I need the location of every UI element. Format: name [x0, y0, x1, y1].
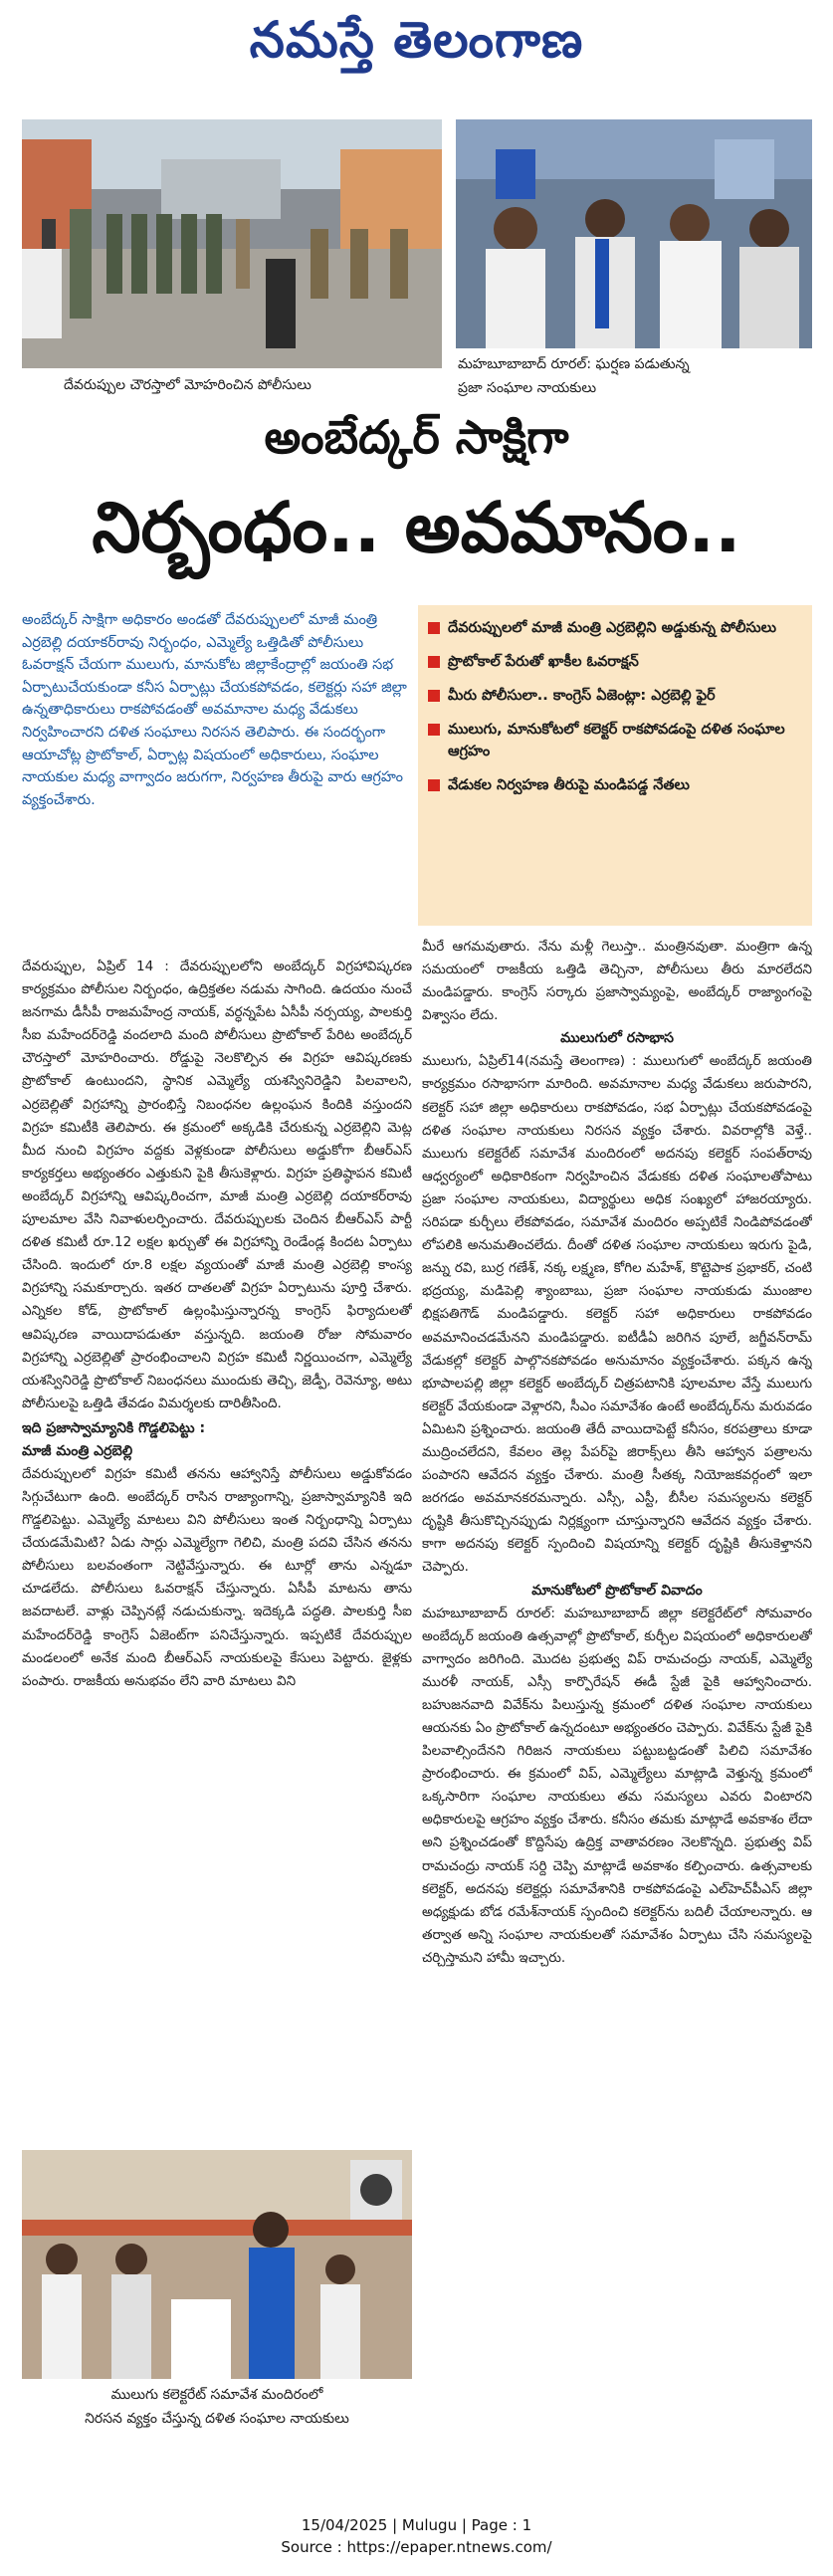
subhead-manukota: మానుకోటలో ప్రొటోకాల్ వివాదం — [531, 1582, 703, 1599]
left-column — [22, 956, 412, 2142]
bullet-icon — [428, 622, 440, 634]
subhead-errabelli-2: మాజీ మంత్రి ఎర్రబెల్లి — [22, 1442, 133, 1459]
highlight-item: దేవరుప్పులలో మాజీ మంత్రి ఎర్రబెల్లిని అడ్డుకున్న పోలీసులు — [418, 617, 802, 639]
right-column — [422, 936, 812, 2429]
highlight-item: ప్రొటోకాల్ పేరుతో ఖాకీల ఓవరాక్షన్ — [418, 651, 802, 673]
scuffle-photo — [456, 119, 812, 348]
highlight-item: ములుగు, మానుకోటలో కలెక్టర్ రాకపోవడంపై దళిత సంఘాల ఆగ్రహం — [418, 719, 802, 762]
subhead-errabelli-1: ఇది ప్రజాస్వామ్యానికి గొడ్డలిపెట్టు : — [22, 1419, 206, 1436]
scuffle-photo-caption-2: ప్రజా సంఘాల నాయకులు — [458, 380, 597, 396]
protest-photo-caption-2: నిరసన వ్యక్తం చేస్తున్న దళిత సంఘాల నాయకులు — [85, 2411, 349, 2427]
protest-photo-caption-1: ములుగు కలెక్టరేట్ సమావేశ మందిరంలో — [110, 2387, 323, 2403]
errabelli-quote: దేవరుప్పులలో విగ్రహ కమిటీ తనను ఆహ్వానిస్తే పోలీసులు అడ్డుకోవడం సిగ్గుచేటుగా ఉంది. అంబేద్కర్ రాసిన రాజ్యాంగాన్ని, ప్రజాస్వామ్యానికి ఇది గొడ్డలిపెట్టు. ఎమ్మెల్యే మాటలు విని పోలీసులు ఇంత నిర్బంధాన్ని ఏర్పాటు చేయడమేమిటి? ఏడు సార్లు ఎమ్మెల్యేగా గెలిచి, మంత్రి పదవి చేసిన తనను పోలీసులు బలవంతంగా నెట్టివేస్తున్నారు. ఈ టూర్లో తాను ఎన్నడూ చూడలేదు. పోలీసులు ఓవరాక్షన్ చేస్తున్నారు. ఏసీపీ మాటను తాను జవదాటలే. వాళ్లు చెప్పినట్లే నడుచుకున్నా. ఇదెక్కడి పద్ధతి. పాలకుర్తి సీఐ మహేందర్‌రెడ్డి కాంగ్రెస్ ఏజెంట్‌గా పనిచేస్తున్నారు. ఇప్పటికే దేవరుప్పుల మండలంలో అనేక మంది బీఆర్‌ఎస్ నాయకులపై కేసులు పెట్టారు. జైళ్లకు పంపారు. రాజకీయ అనుభవం లేని వారి మాటలు విని — [22, 1465, 412, 1689]
lede-paragraph: అంబేద్కర్ సాక్షిగా అధికారం అండతో దేవరుప్పులలో మాజీ మంత్రి ఎర్రబెల్లి దయాకర్‌రావు నిర్బంధం, ఎమ్మెల్యే ఒత్తిడితో పోలీసులు ఓవరాక్షన్ చేయగా ములుగు, మానుకోట జిల్లాకేంద్రాల్లో జయంతి సభ ఏర్పాటుచేయకుండా కనీస ఏర్పాట్లు చేయకపోవడం, కలెక్టర్లు సహా జిల్లా ఉన్నతాధికారులు రాకపోవడంతో అవమానాల మధ్య వేడుకలు నిర్వహించారని దళిత సంఘాలు నిరసన తెలిపారు. ఈ సందర్భంగా ఆయాచోట్ల ప్రొటోకాల్, ఏర్పాట్ల విషయంలో అధికారులు, సంఘాల నాయకుల మధ్య వాగ్వాదం జరుగగా, నిర్వహణ తీరుపై వారు ఆగ్రహం వ్యక్తంచేశారు. — [22, 612, 407, 808]
masthead-logo: నమస్తే తెలంగాణ — [249, 10, 584, 69]
footer-date-edition: 15/04/2025 | Mulugu | Page : 1 — [301, 2516, 532, 2534]
highlight-item: మీరు పోలీసులా.. కాంగ్రెస్ ఏజెంట్లా: ఎర్రబెల్లి ఫైర్ — [418, 685, 802, 707]
police-photo-caption: దేవరుప్పుల చౌరస్తాలో మోహరించిన పోలీసులు — [64, 377, 312, 393]
mulugu-report: ములుగు, ఏప్రిల్14(నమస్తే తెలంగాణ) : ములుగులో అంబేద్కర్ జయంతి కార్యక్రమం రసాభాసగా మారింది. అవమానాల మధ్య వేడుకలు జరుపారని, కలెక్టర్ సహా జిల్లా అధికారులు రాకపోవడం, సభ ఏర్పాట్లు చేయకపోవడంపై దళిత సంఘాల నాయకులు నిరసన వ్యక్తం చేశారు. వివరాల్లోకి వెళ్తే.. ములుగు కలెక్టరేట్ సమావేశ మందిరంలో అదనపు కలెక్టర్ సంపత్‌రావు ఆధ్వర్యంలో అధికారికంగా నిర్వహించిన వేడుకకు దళిత సంఘాలతోపాటు ప్రజా సంఘాల నాయకులు, విద్యార్థులు అధిక సంఖ్యలో హాజరయ్యారు. సరిపడా కుర్చీలు లేకపోవడం, సమావేశ మందిరం అప్పటికే నిండిపోవడంతో లోపలికి అనుమతించలేదు. దీంతో దళిత సంఘాల నాయకులు ఇరుగు పైడి, జన్ను రవి, బుర్ర గణేశ్, నక్క లక్ష్మణ, కోగిల మహేశ్, కొట్టెపాక ప్రభాకర్, చంటి భద్రయ్య, మడిపెల్లి శ్యాంబాబు, ప్రజా సంఘాల నాయకుడు ముంజాల భిక్షపతిగౌడ్ మండిపడ్డారు. కలెక్టర్ సహా అధికారులు రాకపోవడం అవమానించడమేనని మండిపడ్డారు. ఐటీడీఏ జరిగిన పూలే, జగ్జీవన్‌రామ్ వేడుకల్లో కలెక్టర్ పాల్గొనకపోవడం అనుమానం వ్యక్తంచేశారు. పక్కన ఉన్న భూపాలపల్లి జిల్లా కలెక్టర్ అంబేద్కర్ చిత్రపటానికి పూలమాల వేస్తే ములుగు కలెక్టర్ వేయకుండా వెళ్లారని, సీఎం సమావేశం ఉంటే అంబేద్కర్‌ను మరువడం ఏమిటని ప్రశ్నించారు. జయంతి తేదీ వాయిదాపెట్టే కనీసం, కరపత్రాలు కూడా ముద్రించలేదని, కేవలం తెల్ల పేపర్‌పై జిరాక్స్‌లు తీసి ఆహ్వాన పత్రాలను పంపారని ఆవేదన వ్యక్తం చేశారు. మంత్రి సీతక్క నియోజకవర్గంలో ఇలా జరగడం అవమానకరమన్నారు. ఎస్సీ, ఎస్టీ, బీసీల సమస్యలను కలెక్టర్ దృష్టికి తీసుకొచ్చినప్పుడు నిర్లక్ష్యంగా చూస్తున్నారని ఆవేదన వ్యక్తం చేశారు. కాగా అదనపు కలెక్టర్ స్పందించి విషయాన్ని కలెక్టర్ దృష్టికి తీసుకెళ్తానని చెప్పారు. — [422, 1053, 812, 1576]
footer-source-link[interactable]: Source : https://epaper.ntnews.com/ — [281, 2538, 552, 2556]
police-photo — [22, 119, 442, 368]
bullet-icon — [428, 656, 440, 668]
headline-line-2: నిర్బంధం.. అవమానం.. — [92, 487, 741, 568]
manukota-report: మహబూబాబాద్ రూరల్: మహబూబాబాద్ జిల్లా కలెక్టరేట్‌లో సోమవారం అంబేద్కర్ జయంతి ఉత్సవాల్లో ప్రొటోకాల్, కుర్చీల విషయంలో అధికారులతో వాగ్వాదం జరిగింది. మొదట ప్రభుత్వ విప్ రామచంద్రు నాయక్, ఎమ్మెల్యే మురళీ నాయక్, ఎస్సీ కార్పొరేషన్ ఈడీ స్టేజీ పైకి ఆహ్వానించారు. బహుజనవాది వివేక్‌ను పిలుస్తున్న క్రమంలో దళిత సంఘాల నాయకులు ఆయనకు ఏం ప్రొటోకాల్ ఉన్నదంటూ అభ్యంతరం చెప్పారు. వివేక్‌ను స్టేజీ పైకి పిలవాల్సిందేనని గిరిజన నాయకులు పట్టుబట్టడంతో పిలిచి సమావేశం ప్రారంభించారు. ఈ క్రమంలో విప్, ఎమ్మెల్యేలు మాట్లాడి వెళ్తున్న క్రమంలో ఒక్కసారిగా సంఘాల నాయకులు తమ సమస్యలు ఎవరు వింటారని అధికారులపై ఆగ్రహం వ్యక్తం చేశారు. కనీసం తమకు మాట్లాడే అవకాశం లేదా అని ప్రశ్నించడంతో కొద్దిసేపు ఉద్రిక్త వాతావరణం నెలకొన్నది. ప్రభుత్వ విప్ రామచంద్రు నాయక్ సర్ది చెప్పి మాట్లాడే అవకాశం కల్పించారు. ఉత్సవాలకు కలెక్టర్, అదనపు కలెక్టర్లు సమావేశానికి రాకపోవడంపై ఎల్‌హెచ్‌పీఎస్ జిల్లా అధ్యక్షుడు బోడ రమేశ్‌నాయక్ స్పందించి కలెక్టర్‌ను బదిలీ చేయాలన్నారు. ఆ తర్వాత అన్ని సంఘాల నాయకులతో సమావేశం ఏర్పాటు చేసి సమస్యలపై చర్చిస్తామని హామీ ఇచ్చారు. — [422, 1605, 812, 1966]
highlights-box — [418, 605, 812, 926]
highlight-item: వేడుకల నిర్వహణ తీరుపై మండిపడ్డ నేతలు — [418, 774, 802, 796]
subhead-mulugu: ములుగులో రసాభాస — [560, 1030, 674, 1047]
errabelli-quote-continued: మీరే ఆగమవుతారు. నేను మళ్లీ గెలుస్తా.. మంత్రినవుతా. మంత్రిగా ఉన్న సమయంలో రాజకీయ ఒత్తిడి తెచ్చినా, పోలీసులు తీరు మారలేదని మండిపడ్డారు. కాంగ్రెస్ సర్కారు ప్రజాస్వామ్యంపై, అంబేద్కర్ రాజ్యాంగంపై విశ్వాసం లేదు. — [422, 939, 812, 1024]
protest-photo — [22, 2150, 412, 2379]
headline-line-1: అంబేద్కర్ సాక్షిగా — [264, 410, 569, 464]
bullet-icon — [428, 724, 440, 736]
bullet-icon — [428, 690, 440, 702]
scuffle-photo-caption-1: మహబూబాబాద్ రూరల్: ఘర్షణ పడుతున్న — [458, 356, 690, 372]
bullet-icon — [428, 779, 440, 791]
devaruppula-report: దేవరుప్పుల, ఏప్రిల్ 14 : దేవరుప్పులలోని అంబేద్కర్ విగ్రహావిష్కరణ కార్యక్రమం పోలీసుల నిర్బంధం, ఉద్రిక్తతల నడుమ సాగింది. ఉదయం నుంచే జనగామ డీసీపీ రాజమహేంద్ర నాయక్, వర్ధన్నపేట ఏసీపీ నర్సయ్య, పాలకుర్తి సీఐ మహేందర్‌రెడ్డి వందలాది మంది పోలీసులు ప్రొటోకాల్ పేరిట అంబేద్కర్ చౌరస్తాలో మోహరించారు. రోడ్డుపై నెలకొల్పిన ఈ విగ్రహ ఆవిష్కరణకు ప్రొటోకాల్ ఉంటుందని, స్థానిక ఎమ్మెల్యే యశస్వినిరెడ్డిని పిలవాలని, ఎర్రబెల్లితో విగ్రహాన్ని ప్రారంభిస్తే నిబంధనల ఉల్లంఘన కిందికి వస్తుందని విగ్రహ కమిటీకి తెలిపారు. ఈ క్రమంలో అక్కడికి చేరుకున్న ఎర్రబెల్లిని మెట్ల మీద నుంచి విగ్రహం వద్దకు వెళ్లకుండా పోలీసులు అడ్డుకోగా బీఆర్‌ఎస్ కార్యకర్తలు అభ్యంతరం ఎత్తుకుని పైకి తీసుకెళ్లారు. విగ్రహ ప్రతిష్ఠాపన కమిటీ అంబేద్కర్ విగ్రహాన్ని ఆవిష్కరించగా, మాజీ మంత్రి ఎర్రబెల్లి దయాకర్‌రావు పూలమాల వేసి నివాళులర్పించారు. దేవరుప్పులకు చెందిన బీఆర్‌ఎస్ పార్టీ దళిత కమిటీ రూ.12 లక్షల ఖర్చుతో ఈ విగ్రహాన్ని రెండేండ్ల కిందట ఏర్పాటు చేసింది. ఇందులో రూ.8 లక్షల వ్యయంతో మాజీ మంత్రి ఎర్రబెల్లి కాంస్య విగ్రహాన్ని సమకూర్చారు. ఇతర దాతలతో విగ్రహ ఏర్పాటును పూర్తి చేశారు. ఎన్నికల కోడ్, ప్రొటోకాల్ ఉల్లంఘిస్తున్నారన్న కాంగ్రెస్ ఫిర్యాదులతో ఆవిష్కరణ వాయిదాపడుతూ వస్తున్నది. జయంతి రోజు సోమవారం విగ్రహాన్ని ఎర్రబెల్లితో ప్రారంభించాలని విగ్రహ కమిటీ నిర్ణయించగా, ఎమ్మెల్యే యశస్వినిరెడ్డి ప్రొటోకాల్ నిబంధనలు ముందుకు తెచ్చి, జెడ్పీ, రెవెన్యూ, అటు పోలీసులపై ఒత్తిడి తేవడం విమర్శలకు దారితీసింది. — [22, 959, 412, 1411]
